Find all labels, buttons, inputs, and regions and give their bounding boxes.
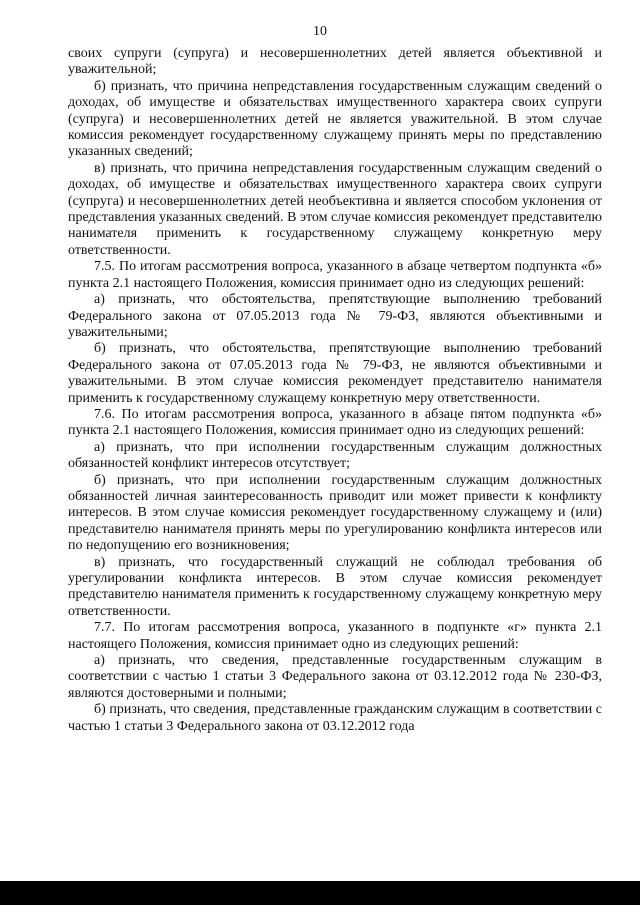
paragraph: а) признать, что сведения, представленные государственным служащим в соответствии с частью 1 статьи 3 Федерального закона от 03.12.2012 года № 230-ФЗ, являются достоверными и полными; xyxy=(68,653,602,701)
paragraph: б) признать, что при исполнении государственным служащим должностных обязанностей личная заинтересованность приводит или может привести к конфликту интересов. В этом случае комиссия рекомендует государственному служащему и (или) представителю нанимателя принять меры по урегулированию конфликта интересов или по недопущению его возникновения; xyxy=(68,472,602,554)
paragraph: в) признать, что причина непредставления государственным служащим сведений о доходах, об имуществе и обязательствах имущественного характера своих супруги (супруга) и несовершеннолетних детей необъективна и является способом уклонения от представления указанных сведений. В этом случае комиссия рекомендует представителю нанимателя применить к государственному служащему конкретную меру ответственности. xyxy=(68,160,602,258)
scan-bottom-edge xyxy=(0,881,640,905)
paragraph: а) признать, что при исполнении государственным служащим должностных обязанностей конфликт интересов отсутствует; xyxy=(68,439,602,472)
paragraph: а) признать, что обстоятельства, препятствующие выполнению требований Федерального закона от 07.05.2013 года № 79-ФЗ, являются объективными и уважительными; xyxy=(68,292,602,340)
paragraph: своих супруги (супруга) и несовершеннолетних детей является объективной и уважительной; xyxy=(68,46,602,78)
paragraph: б) признать, что причина непредставления государственным служащим сведений о доходах, об имуществе и обязательствах имущественного характера своих супруги (супруга) и несовершеннолетних детей не является уважительной. В этом случае комиссия рекомендует государственному служащему принять меры по представлению указанных сведений; xyxy=(68,78,602,160)
paragraph: 7.7. По итогам рассмотрения вопроса, указанного в подпункте «г» пункта 2.1 настоящего Положения, комиссия принимает одно из следующих решений: xyxy=(68,620,602,652)
paragraph: 7.5. По итогам рассмотрения вопроса, указанного в абзаце четвертом подпункта «б» пункта 2.1 настоящего Положения, комиссия принимает одно из следующих решений: xyxy=(68,259,602,291)
paragraph: б) признать, что сведения, представленные гражданским служащим в соответствии с частью 1 статьи 3 Федерального закона от 03.12.2012 года xyxy=(68,702,602,734)
page-number: 10 xyxy=(313,24,327,39)
paragraph: 7.6. По итогам рассмотрения вопроса, указанного в абзаце пятом подпункта «б» пункта 2.1 настоящего Положения, комиссия принимает одно из следующих решений: xyxy=(68,406,602,439)
document-body xyxy=(68,46,602,735)
paragraph: в) признать, что государственный служащий не соблюдал требования об урегулировании конфликта интересов. В этом случае комиссия рекомендует представителю нанимателя применить к государственному служащему конкретную меру ответственности. xyxy=(68,554,602,619)
paragraph: б) признать, что обстоятельства, препятствующие выполнению требований Федерального закона от 07.05.2013 года № 79-ФЗ, не являются объективными и уважительными. В этом случае комиссия рекомендует представителю нанимателя применить к государственному служащему конкретную меру ответственности. xyxy=(68,341,602,406)
